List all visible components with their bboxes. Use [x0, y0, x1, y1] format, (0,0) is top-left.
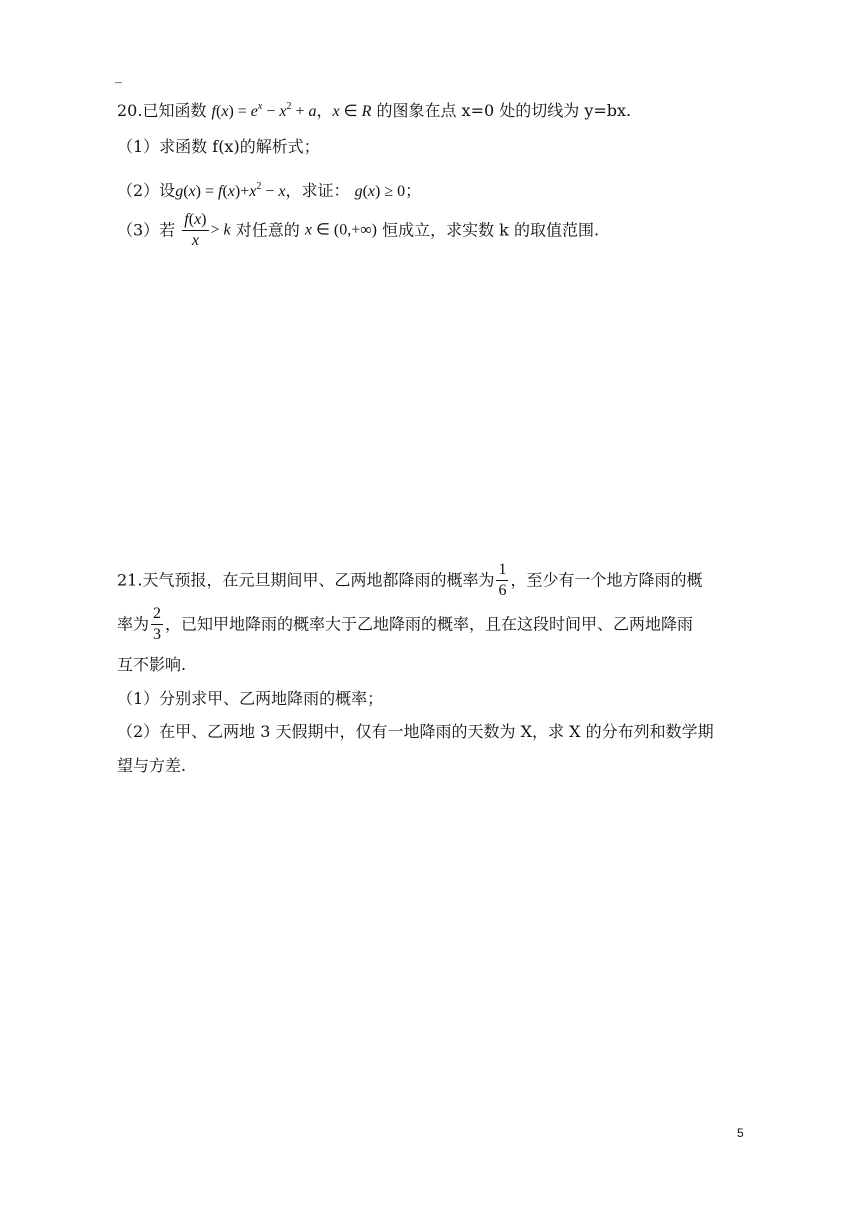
- q20-prefix: 20.已知函数: [117, 101, 207, 120]
- q21-fraction-2-num: 2: [151, 604, 163, 625]
- q20-part2-claim: g(x) ≥ 0: [354, 183, 406, 200]
- q21-line1: [117, 560, 702, 601]
- q21-fraction-1: [496, 560, 508, 601]
- q20-part3-numerator: f(x): [182, 210, 208, 231]
- q21-line2: [117, 604, 693, 645]
- q20-part2: [117, 176, 421, 203]
- q21-line1-prefix: 21.天气预报，在元旦期间甲、乙两地都降雨的概率为: [117, 570, 495, 590]
- q20-function-formula: $f(x) = e^x - x^2 + a$，x ∈ R: [211, 101, 372, 120]
- q20-part3-domain: x ∈ (0,+∞): [304, 221, 377, 239]
- q21-fraction-1-num: 1: [496, 560, 508, 581]
- q20-part3-fraction: [182, 210, 208, 251]
- q21-part1: （1）分别求甲、乙两地降雨的概率；: [117, 689, 384, 708]
- q20-part3-mid: 对任意的: [235, 220, 300, 240]
- q20-part2-mid: ，求证：: [285, 181, 350, 200]
- q20-part3-prefix: （3）若: [117, 220, 176, 240]
- q21-line2-suffix: ，已知甲地降雨的概率大于乙地降雨的概率，且在这段时间甲、乙两地降雨: [165, 614, 694, 634]
- q20-suffix: 的图象在点 x=0 处的切线为 y=bx.: [376, 101, 632, 120]
- q21-fraction-2-den: 3: [153, 626, 162, 643]
- q20-part3-denominator: x: [191, 232, 199, 249]
- q20-part2-prefix: （2）设: [117, 181, 176, 200]
- q20-part3-end: 恒成立，求实数 k 的取值范围.: [382, 220, 600, 240]
- q21-line1-suffix: ，至少有一个地方降雨的概: [510, 570, 703, 590]
- q20-part3: [117, 210, 599, 251]
- q21-fraction-1-den: 6: [498, 582, 507, 599]
- q20-part2-end: ；: [405, 181, 422, 200]
- q21-line3: 互不影响.: [117, 655, 187, 674]
- q21-fraction-2: [151, 604, 163, 645]
- q20-stem: [117, 96, 631, 123]
- page-number: 5: [737, 1126, 744, 1140]
- q20-part1: （1）求函数 f(x)的解析式；: [117, 137, 320, 156]
- header-mark: _: [115, 68, 122, 84]
- q21-part2-line2: 望与方差.: [117, 756, 187, 775]
- q21-line2-prefix: 率为: [117, 614, 150, 634]
- q20-part2-formula: $g(x) = f(x)+x^2 - x$: [175, 181, 286, 200]
- q20-part3-ineq: > k: [210, 221, 231, 239]
- q21-part2-line1: （2）在甲、乙两地 3 天假期中，仅有一地降雨的天数为 X，求 X 的分布列和数学期: [117, 722, 714, 741]
